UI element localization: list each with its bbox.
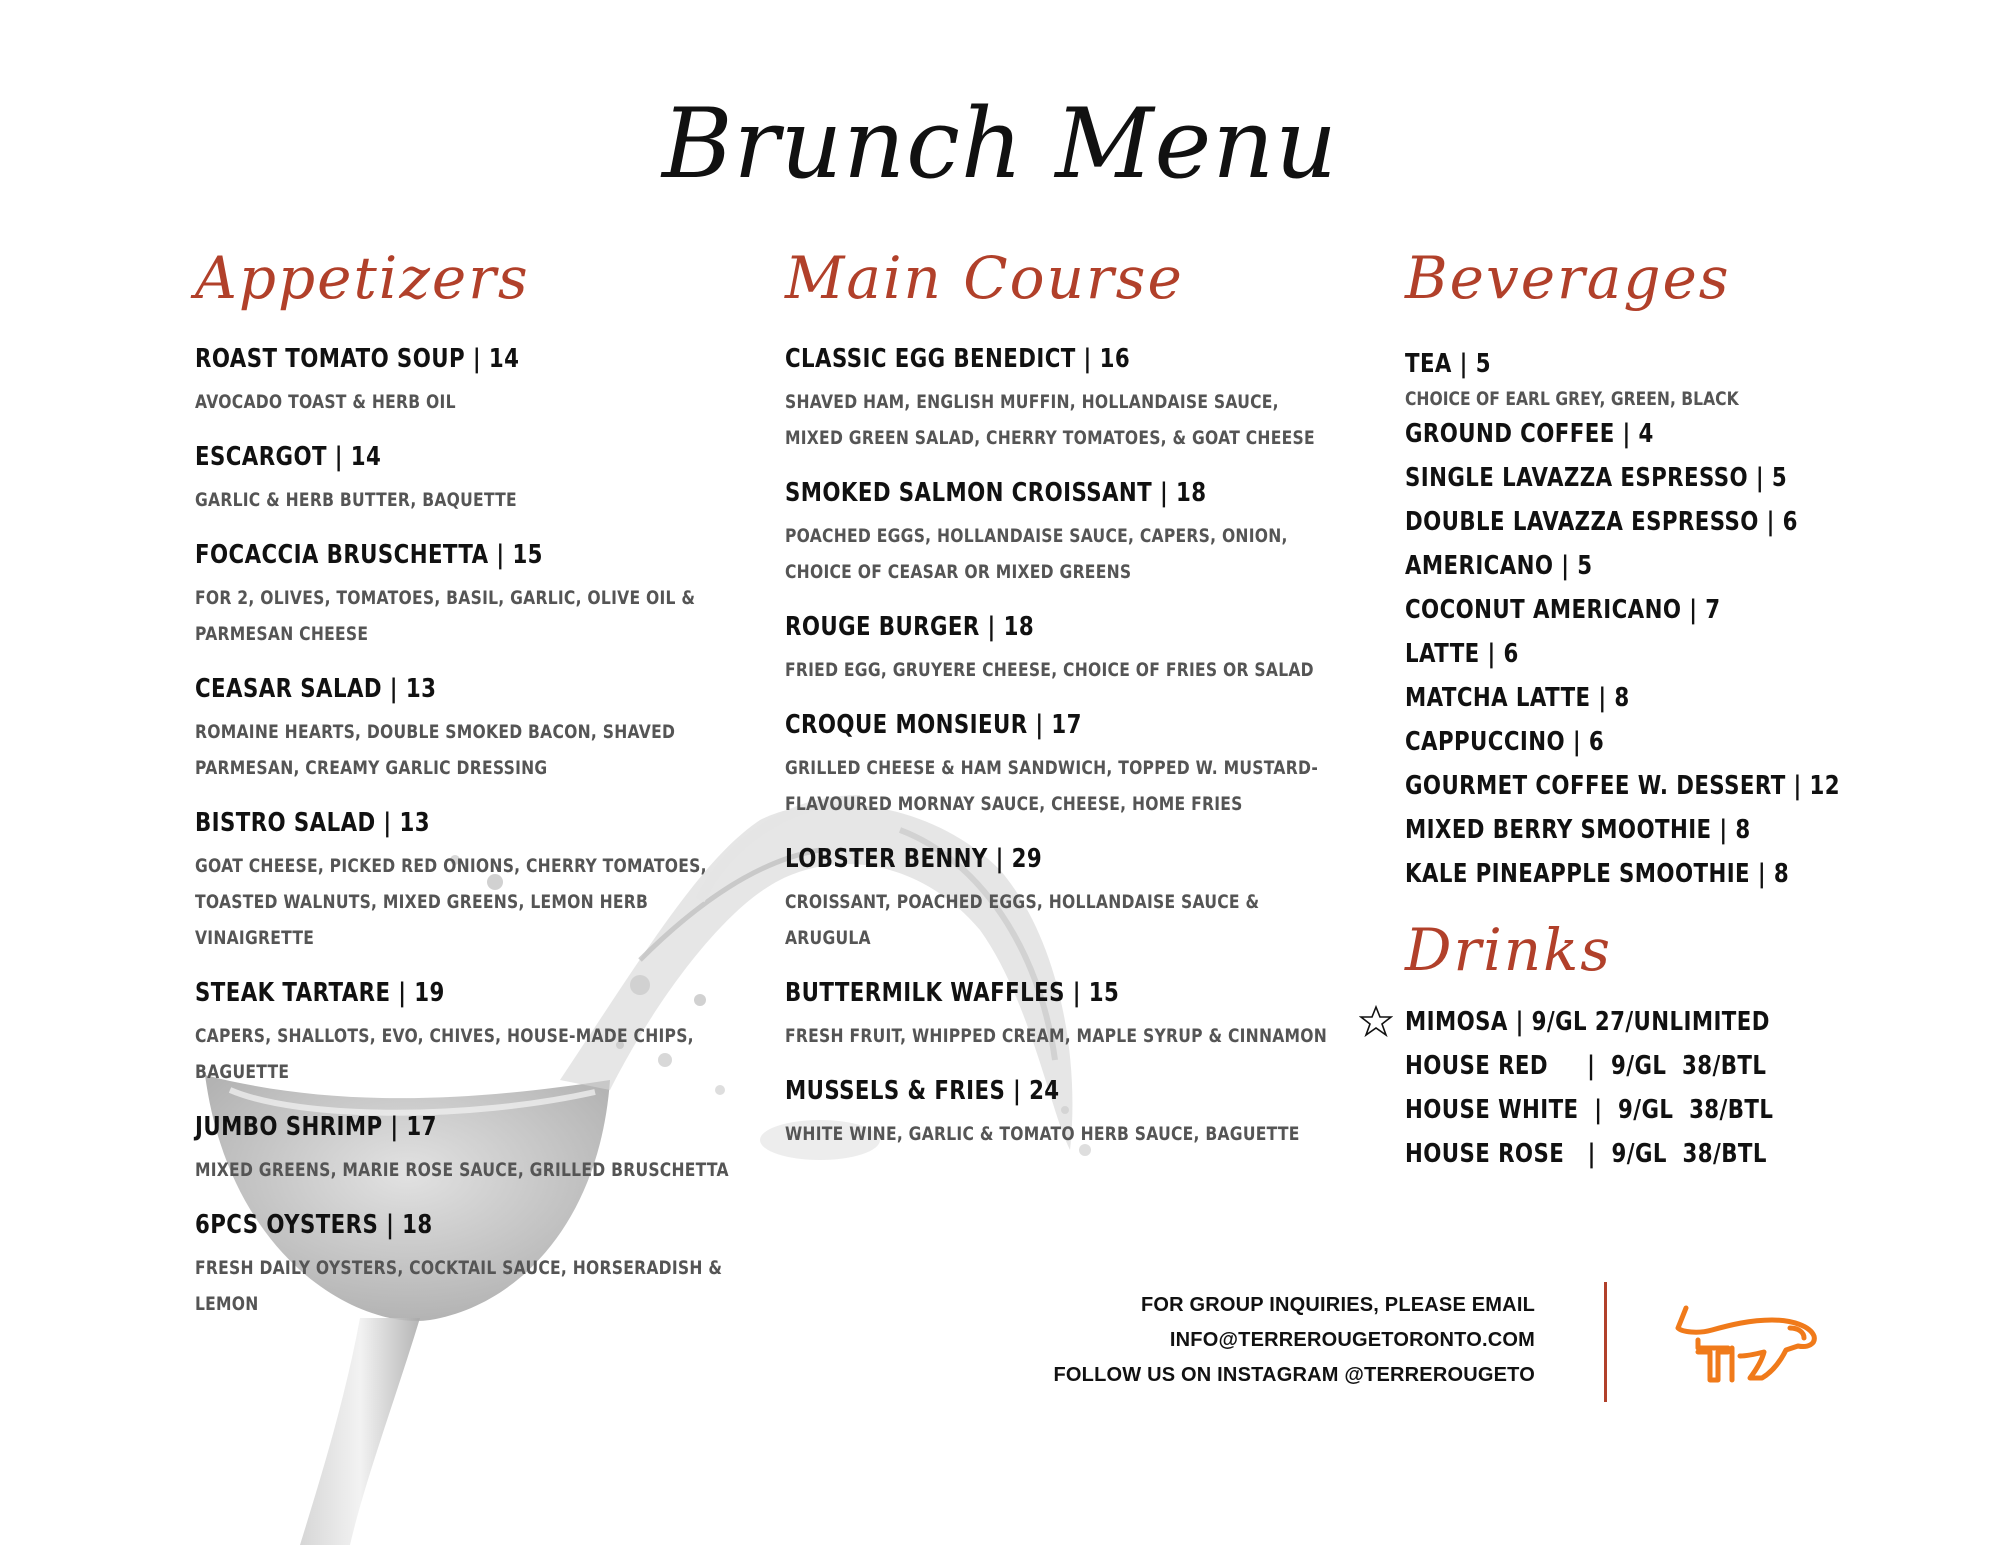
menu-item [785,708,1345,822]
item-description: POACHED EGGS, HOLLANDAISE SAUCE, CAPERS, ONION, CHOICE OF CEASAR OR MIXED GREENS [785,525,1288,583]
item-description: CROISSANT, POACHED EGGS, HOLLANDAISE SAUCE & ARUGULA [785,891,1260,949]
item-description: AVOCADO TOAST & HERB OIL [195,391,456,413]
item-name: COCONUT AMERICANO | 7 [1405,595,1721,625]
star-icon [1359,1004,1393,1038]
beverage-item [1405,632,1965,676]
item-description: CAPERS, SHALLOTS, EVO, CHIVES, HOUSE-MADE CHIPS, BAGUETTE [195,1025,694,1083]
main-course-heading: Main Course [785,244,1184,312]
item-name: CLASSIC EGG BENEDICT | 16 [785,344,1131,374]
item-description: GARLIC & HERB BUTTER, BAQUETTE [195,489,517,511]
item-name: CROQUE MONSIEUR | 17 [785,710,1082,740]
item-name: HOUSE WHITE | 9/GL 38/BTL [1405,1095,1774,1125]
item-name: DOUBLE LAVAZZA ESPRESSO | 6 [1405,507,1798,537]
item-name: JUMBO SHRIMP | 17 [195,1112,437,1142]
item-description: SHAVED HAM, ENGLISH MUFFIN, HOLLANDAISE SAUCE, MIXED GREEN SALAD, CHERRY TOMATOES, & GOAT CHEESE [785,391,1315,449]
appetizers-heading: Appetizers [195,244,530,312]
menu-item [785,1074,1345,1152]
item-description: ROMAINE HEARTS, DOUBLE SMOKED BACON, SHAVED PARMESAN, CREAMY GARLIC DRESSING [195,721,676,779]
item-description: FRESH FRUIT, WHIPPED CREAM, MAPLE SYRUP & CINNAMON [785,1025,1328,1047]
item-description: FOR 2, OLIVES, TOMATOES, BASIL, GARLIC, OLIVE OIL & PARMESAN CHEESE [195,587,696,645]
group-inquiries-footer [1053,1288,1535,1393]
drink-item [1405,1044,1965,1088]
menu-item [785,342,1345,456]
menu-item [195,538,755,652]
item-name: LATTE | 6 [1405,639,1519,669]
menu-title: Brunch Menu [662,88,1338,200]
menu-item [785,610,1345,688]
drink-item [1405,1088,1965,1132]
item-name: TEA | 5 [1405,349,1491,379]
item-name: ESCARGOT | 14 [195,442,382,472]
menu-item [195,976,755,1090]
item-name: MUSSELS & FRIES | 24 [785,1076,1060,1106]
beverage-item [1405,720,1965,764]
beverage-item-tea [1405,342,1965,412]
item-description: FRIED EGG, GRUYERE CHEESE, CHOICE OF FRIES OR SALAD [785,659,1314,681]
item-name: BUTTERMILK WAFFLES | 15 [785,978,1120,1008]
item-name: LOBSTER BENNY | 29 [785,844,1043,874]
beverage-item [1405,544,1965,588]
beverage-item [1405,764,1965,808]
footer-email-link[interactable]: INFO@TERREROUGETORONTO.COM [1169,1329,1535,1351]
item-name: HOUSE ROSE | 9/GL 38/BTL [1405,1139,1767,1169]
footer-divider [1604,1282,1607,1402]
footer-instagram-link[interactable]: FOLLOW US ON INSTAGRAM @TERREROUGETO [1053,1364,1535,1386]
item-name: ROAST TOMATO SOUP | 14 [195,344,520,374]
item-name: CEASAR SALAD | 13 [195,674,437,704]
menu-item [785,476,1345,590]
menu-item [195,806,755,956]
beverage-item [1405,676,1965,720]
item-description: FRESH DAILY OYSTERS, COCKTAIL SAUCE, HORSERADISH & LEMON [195,1257,723,1315]
item-name: ROUGE BURGER | 18 [785,612,1035,642]
item-name: 6PCS OYSTERS | 18 [195,1210,433,1240]
item-description: WHITE WINE, GARLIC & TOMATO HERB SAUCE, BAGUETTE [785,1123,1300,1145]
menu-item [195,1208,755,1322]
item-name: GOURMET COFFEE W. DESSERT | 12 [1405,771,1841,801]
beverage-item [1405,500,1965,544]
menu-item [195,672,755,786]
item-name: SINGLE LAVAZZA ESPRESSO | 5 [1405,463,1788,493]
footer-line-inquiries: FOR GROUP INQUIRIES, PLEASE EMAIL [1140,1294,1535,1316]
item-name: BISTRO SALAD | 13 [195,808,430,838]
drink-item-featured [1405,1000,1965,1044]
beverages-heading: Beverages [1405,244,1731,312]
main-course-column [785,230,1345,1172]
item-name: MATCHA LATTE | 8 [1405,683,1630,713]
beverage-item [1405,588,1965,632]
tr-bull-logo-icon [1668,1290,1828,1390]
item-name: MIXED BERRY SMOOTHIE | 8 [1405,815,1751,845]
item-name: AMERICANO | 5 [1405,551,1593,581]
menu-item [785,976,1345,1054]
menu-item [195,342,755,420]
item-name: GROUND COFFEE | 4 [1405,419,1654,449]
beverages-column [1405,230,1965,1176]
item-description: GOAT CHEESE, PICKED RED ONIONS, CHERRY TOMATOES, TOASTED WALNUTS, MIXED GREENS, LEMON HERB VINAIGRETTE [195,855,707,949]
appetizers-column [195,230,755,1342]
beverage-item [1405,808,1965,852]
item-description: CHOICE OF EARL GREY, GREEN, BLACK [1405,388,1739,410]
item-name: HOUSE RED | 9/GL 38/BTL [1405,1051,1767,1081]
item-name: CAPPUCCINO | 6 [1405,727,1605,757]
item-name: MIMOSA | 9/GL 27/UNLIMITED [1405,1007,1770,1037]
item-name: SMOKED SALMON CROISSANT | 18 [785,478,1207,508]
menu-item [785,842,1345,956]
beverage-item [1405,412,1965,456]
item-name: KALE PINEAPPLE SMOOTHIE | 8 [1405,859,1790,889]
item-name: FOCACCIA BRUSCHETTA | 15 [195,540,543,570]
item-name: STEAK TARTARE | 19 [195,978,445,1008]
drink-item [1405,1132,1965,1176]
item-description: GRILLED CHEESE & HAM SANDWICH, TOPPED W. MUSTARD-FLAVOURED MORNAY SAUCE, CHEESE, HOME FRIES [785,757,1319,815]
drinks-heading: Drinks [1405,916,1613,984]
beverage-item [1405,456,1965,500]
beverage-item [1405,852,1965,896]
menu-item [195,440,755,518]
item-description: MIXED GREENS, MARIE ROSE SAUCE, GRILLED BRUSCHETTA [195,1159,729,1181]
menu-item [195,1110,755,1188]
